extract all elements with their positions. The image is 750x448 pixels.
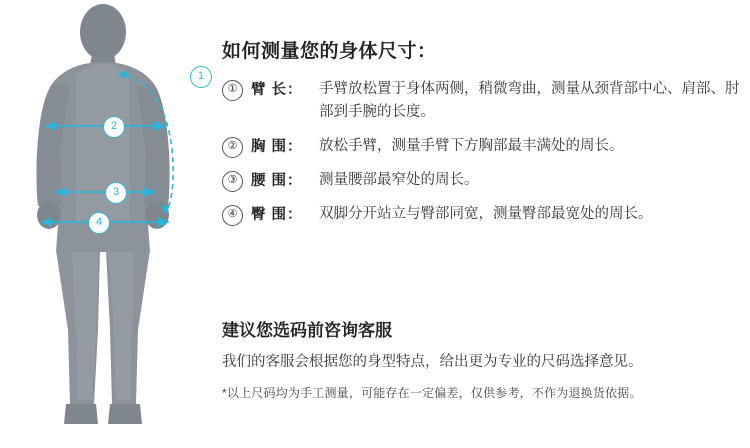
list-item	[222, 203, 742, 226]
figure-marker-waist: 3	[105, 182, 127, 204]
item-text-chest: 放松手臂，测量手臂下方胸部最丰满处的周长。	[319, 138, 624, 154]
item-label-chest: 胸 围：	[251, 139, 303, 155]
item-text-waist: 测量腰部最窄处的周长。	[319, 172, 479, 188]
figure-marker-chest: 2	[103, 116, 125, 138]
list-item	[222, 135, 742, 158]
item-number-2: ②	[222, 137, 243, 158]
measurement-instruction-list	[222, 78, 742, 237]
customer-service-text: 我们的客服会根据您的身型特点，给出更为专业的尺码选择意见。	[222, 354, 643, 370]
item-number-4: ④	[222, 205, 243, 226]
disclaimer-note: *以上尺码均为手工测量，可能存在一定偏差，仅供参考，不作为退换货依据。	[222, 386, 642, 400]
figure-marker-hip: 4	[88, 212, 110, 234]
list-item	[222, 78, 742, 124]
item-number-3: ③	[222, 171, 243, 192]
figure-marker-arm-length: 1	[190, 66, 212, 88]
item-label-hip: 臀 围：	[251, 207, 303, 223]
item-text-hip: 双脚分开站立与臀部同宽，测量臀部最宽处的周长。	[319, 206, 653, 222]
item-label-waist: 腰 围：	[251, 173, 303, 189]
list-item	[222, 169, 742, 192]
item-text-arm-length: 手臂放松置于身体两侧，稍微弯曲，测量从颈背部中心、肩部、肘部到手腕的长度。	[319, 81, 740, 120]
instructions-panel	[222, 0, 742, 448]
page-title: 如何测量您的身体尺寸：	[222, 41, 437, 62]
body-figure-panel	[0, 0, 215, 448]
item-label-arm-length: 臂 长：	[251, 82, 303, 98]
customer-service-heading: 建议您选码前咨询客服	[222, 321, 392, 340]
item-number-1: ①	[222, 80, 243, 101]
